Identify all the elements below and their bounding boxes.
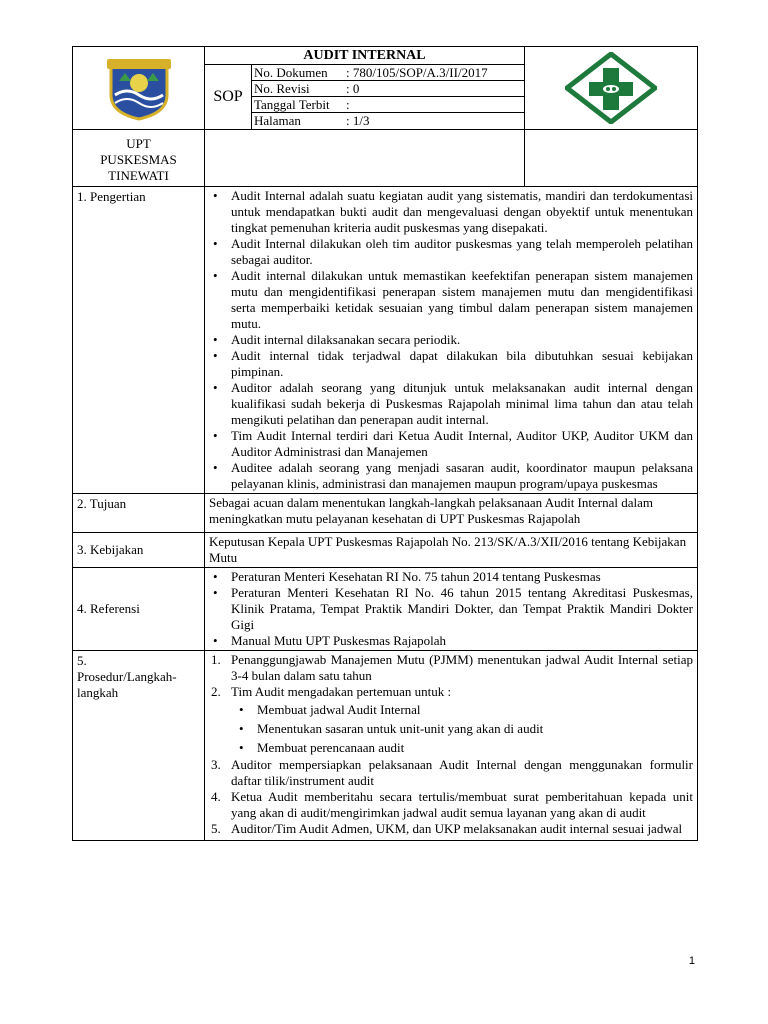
document-title: AUDIT INTERNAL bbox=[205, 47, 524, 65]
list-item: • Audit internal tidak terjadwal dapat dilakukan bila dibutuhkan sesuai kebijakan pimpinan. bbox=[209, 348, 693, 380]
meta-row-revisi: No. Revisi : 0 bbox=[252, 81, 524, 97]
list-item: 2. Tim Audit mengadakan pertemuan untuk : bbox=[211, 684, 452, 699]
list-item: • Peraturan Menteri Kesehatan RI No. 75 tahun 2014 tentang Puskesmas bbox=[209, 569, 693, 585]
list-item: • Manual Mutu UPT Puskesmas Rajapolah bbox=[209, 633, 693, 649]
unit-name: UPT PUSKESMAS TINEWATI bbox=[73, 130, 205, 187]
sop-label: SOP bbox=[205, 65, 252, 129]
meta-row-dokumen: No. Dokumen : 780/105/SOP/A.3/II/2017 bbox=[252, 65, 524, 81]
sop-table bbox=[72, 46, 698, 841]
list-item: • Audit Internal dilakukan oleh tim auditor puskesmas yang telah memperoleh pelatihan sebagai auditor. bbox=[209, 236, 693, 268]
list-item: • Auditee adalah seorang yang menjadi sasaran audit, koordinator maupun pelaksana pelayanan klinis, administrasi dan manajemen maupun program/upaya puskesmas bbox=[209, 460, 693, 492]
list-item: • Audit internal dilakukan untuk memastikan keefektifan penerapan sistem manajemen mutu dan mengidentifikasi penerapan sistem manajemen mutu dan mengidentifikasi serta memperbaiki ketidak sesuaian yang timbul dalam penerapan sistem manajemen mutu. bbox=[209, 268, 693, 332]
section-label-kebijakan: 3. Kebijakan bbox=[73, 533, 205, 568]
list-item: • Audit Internal adalah suatu kegiatan audit yang sistematis, mandiri dan terdokumentasi untuk mendapatkan bukti audit dan mengevaluasi dengan obyektif untuk menentukan tingkat pemenuhan kriteria audit puskesmas yang disepakati. bbox=[209, 188, 693, 236]
meta-row-tanggal: Tanggal Terbit : bbox=[252, 97, 524, 113]
list-item: • Menentukan sasaran untuk unit-unit yang akan di audit bbox=[209, 719, 693, 738]
empty-cell bbox=[525, 130, 698, 187]
meta-row-halaman: Halaman : 1/3 bbox=[254, 113, 370, 128]
list-item: • Peraturan Menteri Kesehatan RI No. 46 tahun 2015 tentang Akreditasi Puskesmas, Klinik Pratama, Tempat Praktik Mandiri Dokter, dan Tempat Praktik Mandiri Dokter Gigi bbox=[209, 585, 693, 633]
section-tujuan: Sebagai acuan dalam menentukan langkah-langkah pelaksanaan Audit Internal dalam meningkatkan mutu pelayanan kesehatan di UPT Puskesmas Rajapolah bbox=[205, 494, 698, 533]
list-item: • Tim Audit Internal terdiri dari Ketua Audit Internal, Auditor UKP, Auditor UKM dan Auditor Administrasi dan Manajemen bbox=[209, 428, 693, 460]
header-center bbox=[205, 47, 525, 130]
section-prosedur bbox=[205, 651, 698, 841]
list-item: 3. Auditor mempersiapkan pelaksanaan Audit Internal dengan menggunakan formulir daftar tilik/instrument audit bbox=[211, 757, 693, 788]
section-label-prosedur: 5. Prosedur/Langkah-langkah bbox=[73, 651, 205, 841]
emblem-cell bbox=[73, 47, 205, 130]
section-kebijakan: Keputusan Kepala UPT Puskesmas Rajapolah No. 213/SK/A.3/XII/2016 tentang Kebijakan Mutu bbox=[205, 533, 698, 568]
list-item: • Audit internal dilaksanakan secara periodik. bbox=[209, 332, 693, 348]
signature-cell bbox=[205, 130, 525, 187]
list-item: 4. Ketua Audit memberitahu secara tertulis/membuat surat pemberitahuan kepada unit yang akan di audit/mengirimkan jadwal audit semua layanan yang akan di audit bbox=[211, 789, 693, 820]
list-item: • Membuat jadwal Audit Internal bbox=[209, 700, 693, 719]
document-meta bbox=[252, 65, 524, 128]
puskesmas-cross-icon bbox=[525, 52, 697, 124]
list-item: • Auditor adalah seorang yang ditunjuk untuk melaksanakan audit internal dengan kualifikasi sudah bekerja di Puskesmas Rajapolah minimal lima tahun dan atau telah mengikuti pelatihan dan penerapan audit internal. bbox=[209, 380, 693, 428]
list-item: 5. Auditor/Tim Audit Admen, UKM, dan UKP melaksanakan audit internal sesuai jadwal bbox=[211, 821, 683, 836]
list-item: • Membuat perencanaan audit bbox=[209, 738, 693, 757]
section-label-tujuan: 2. Tujuan bbox=[73, 494, 205, 533]
section-pengertian bbox=[205, 187, 698, 494]
section-label-pengertian: 1. Pengertian bbox=[73, 187, 205, 494]
district-emblem-icon bbox=[73, 55, 204, 121]
section-referensi bbox=[205, 568, 698, 651]
section-label-referensi: 4. Referensi bbox=[73, 568, 205, 651]
list-item: 1. Penanggungjawab Manajemen Mutu (PJMM) menentukan jadwal Audit Internal setiap 3-4 bulan dalam satu tahun bbox=[211, 652, 693, 683]
puskesmas-logo-cell bbox=[525, 47, 698, 130]
page-number: 1 bbox=[688, 955, 695, 967]
